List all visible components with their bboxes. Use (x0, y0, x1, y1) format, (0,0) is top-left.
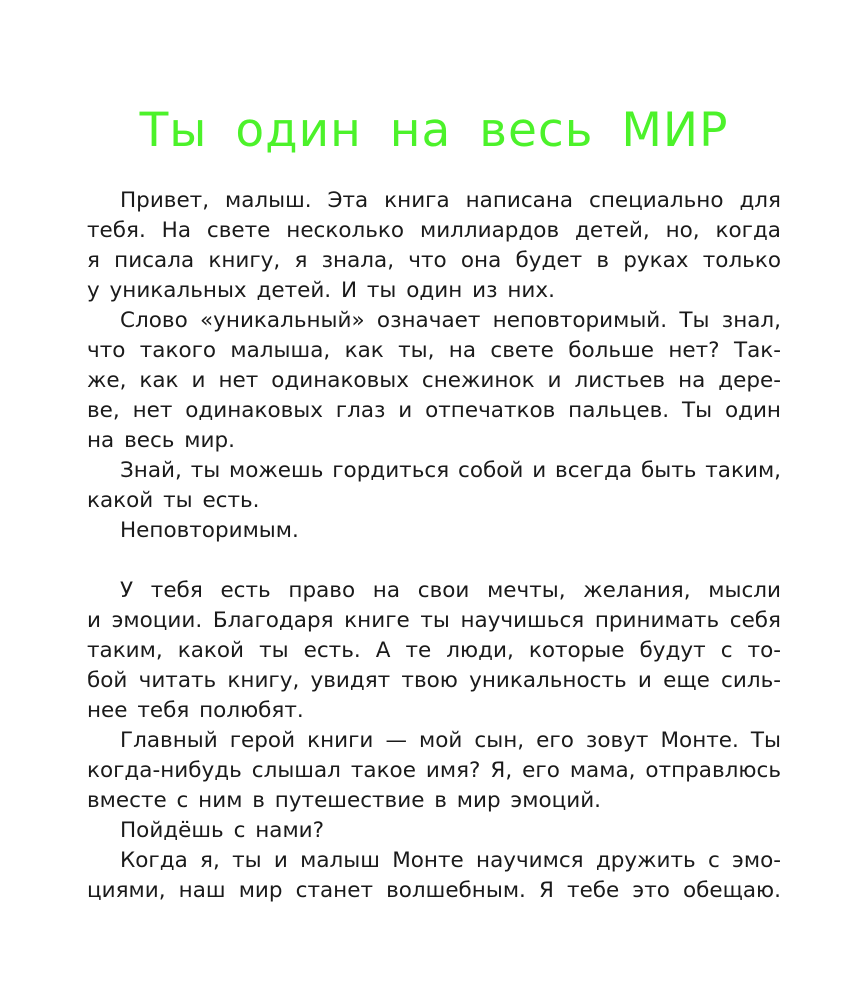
text-line: Когда я, ты и малыш Монте научимся дружить с эмо- (120, 848, 781, 873)
text-line: и эмоции. Благодаря книге ты научишься принимать себя (87, 608, 781, 633)
text-line: Знай, ты можешь гордиться собой и всегда быть таким, (120, 458, 781, 483)
text-line: Неповторимым. (120, 518, 299, 543)
text-line: вместе с ним в путешествие в мир эмоций. (87, 788, 602, 813)
text-line: Главный герой книги — мой сын, его зовут Монте. Ты (120, 728, 781, 753)
text-line: я писала книгу, я знала, что она будет в руках только (87, 248, 781, 273)
text-line: тебя. На свете несколько миллиардов детей, но, когда (87, 218, 781, 243)
text-line: же, как и нет одинаковых снежинок и листьев на дере- (87, 368, 781, 393)
text-line: Слово «уникальный» означает неповторимый. Ты знал, (120, 308, 781, 333)
page-title: Ты один на весь МИР (139, 103, 729, 158)
text-line: у уникальных детей. И ты один из них. (87, 278, 555, 303)
text-line: циями, наш мир станет волшебным. Я тебе это обещаю. (87, 878, 781, 903)
text-line: на весь мир. (87, 428, 235, 453)
text-line: таким, какой ты есть. А те люди, которые будут с то- (87, 638, 781, 663)
text-line: У тебя есть право на свои мечты, желания, мысли (120, 578, 781, 603)
text-line: Пойдёшь с нами? (120, 818, 325, 843)
text-line: когда-нибудь слышал такое имя? Я, его мама, отправлюсь (87, 758, 781, 783)
text-line: нее тебя полюбят. (87, 698, 304, 723)
text-line: что такого малыша, как ты, на свете больше нет? Так- (87, 338, 781, 363)
text-line: бой читать книгу, увидят твою уникальность и еще силь- (87, 668, 781, 693)
text-line: ве, нет одинаковых глаз и отпечатков пальцев. Ты один (87, 398, 781, 423)
text-line: какой ты есть. (87, 488, 260, 513)
text-line: Привет, малыш. Эта книга написана специально для (120, 188, 781, 213)
